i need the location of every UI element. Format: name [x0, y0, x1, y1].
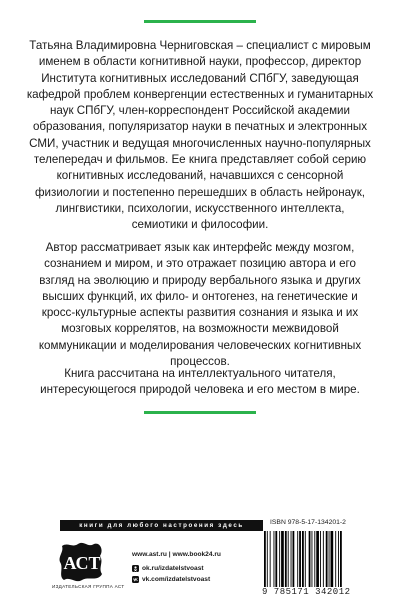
ok-link[interactable]	[132, 565, 204, 572]
author-bio-paragraph: Татьяна Владимировна Черниговская – специалист с мировым именем в области когнитивной науки, профессор, директор Института когнитивных исследований СПбГУ, заведующая кафедрой проблем конвергенции естественных и гуманитарных наук СПбГУ, член-корреспондент Российской академии образования, популяризатор науки в печатных и электронных СМИ, участник и ведущая многочисленных научно-популярных телепередач и фильмов. Ее книга представляет собой серию когнитивных исследований, начавшихся с сенсорной физиологии и постепенно перешедших в область нейронаук, лингвистики, психологии, искусственного интеллекта, семиотики и философии.	[26, 39, 374, 232]
vk-icon	[132, 576, 139, 583]
vk-link-text: vk.com/izdatelstvoast	[142, 576, 211, 583]
book-description-paragraph: Автор рассматривает язык как интерфейс между мозгом, сознанием и миром, и это отражает позицию автора и его взгляд на эволюцию и природу вербального языка и других высших функций, их фило- и онтогенез, на генетические и кросс-культурные аспекты развития сознания и языка и их мозговых коррелятов, на возможности межвидовой коммуникации и моделирования человеческих когнитивных процессов.	[38, 241, 362, 369]
bottom-divider	[144, 411, 256, 414]
barcode	[262, 531, 366, 587]
ok-link-text: ok.ru/izdatelstvoast	[142, 565, 204, 572]
svg-text:АСТ: АСТ	[63, 553, 101, 573]
top-divider	[144, 20, 256, 23]
audience-paragraph: Книга рассчитана на интеллектуального читателя, интересующегося природой человека и его местом в мире.	[40, 367, 360, 397]
odnoklassniki-icon	[132, 565, 139, 572]
publisher-caption: ИЗДАТЕЛЬСКАЯ ГРУППА АСТ	[52, 584, 125, 589]
barcode-digits: 9 785171 342012	[262, 587, 351, 597]
vk-link[interactable]	[132, 576, 210, 583]
slogan-banner: книги для любого настроения здесь	[60, 520, 263, 531]
website-links[interactable]: www.ast.ru | www.book24.ru	[132, 551, 221, 558]
isbn: ISBN 978-5-17-134201-2	[270, 519, 346, 526]
